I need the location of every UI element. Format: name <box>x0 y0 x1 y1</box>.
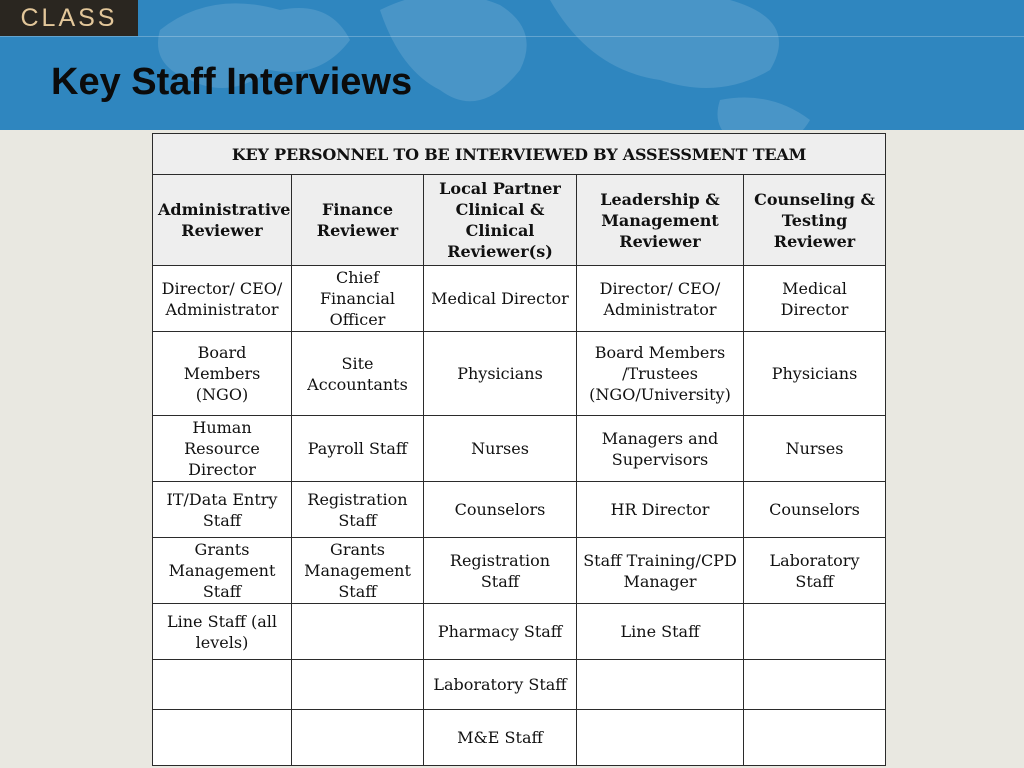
table-cell: Grants Management Staff <box>153 538 292 604</box>
table-row <box>153 482 886 538</box>
table-row <box>153 604 886 660</box>
column-header: Finance Reviewer <box>292 175 424 266</box>
table-row <box>153 332 886 416</box>
slide-title: Key Staff Interviews <box>51 61 413 103</box>
header-rule <box>0 36 1024 37</box>
personnel-table-container <box>152 133 885 766</box>
table-cell: Line Staff (all levels) <box>153 604 292 660</box>
table-cell: Director/ CEO/ Administrator <box>577 266 744 332</box>
table-cell <box>744 710 886 766</box>
column-header-row <box>153 175 886 266</box>
table-cell: Nurses <box>424 416 577 482</box>
table-cell <box>577 660 744 710</box>
table-row <box>153 710 886 766</box>
column-header: Counseling & Testing Reviewer <box>744 175 886 266</box>
table-row <box>153 266 886 332</box>
table-cell <box>744 660 886 710</box>
table-row <box>153 660 886 710</box>
table-cell: Counselors <box>424 482 577 538</box>
column-header: Leadership & Management Reviewer <box>577 175 744 266</box>
table-cell: Staff Training/CPD Manager <box>577 538 744 604</box>
table-cell: Human Resource Director <box>153 416 292 482</box>
table-cell: Chief Financial Officer <box>292 266 424 332</box>
table-cell <box>292 710 424 766</box>
table-cell: Medical Director <box>424 266 577 332</box>
table-cell: Physicians <box>744 332 886 416</box>
personnel-table <box>152 133 886 766</box>
table-cell <box>744 604 886 660</box>
table-cell <box>292 660 424 710</box>
table-cell: Board Members /Trustees (NGO/University) <box>577 332 744 416</box>
table-cell: Site Accountants <box>292 332 424 416</box>
column-header: Local Partner Clinical & Clinical Reviewer(s) <box>424 175 577 266</box>
table-cell: Line Staff <box>577 604 744 660</box>
table-cell <box>577 710 744 766</box>
table-row <box>153 538 886 604</box>
table-cell: Laboratory Staff <box>744 538 886 604</box>
table-cell: Payroll Staff <box>292 416 424 482</box>
table-cell: Registration Staff <box>424 538 577 604</box>
caption-row <box>153 134 886 175</box>
table-row <box>153 416 886 482</box>
table-cell: Director/ CEO/ Administrator <box>153 266 292 332</box>
table-cell: Laboratory Staff <box>424 660 577 710</box>
table-cell: Physicians <box>424 332 577 416</box>
table-cell: IT/Data Entry Staff <box>153 482 292 538</box>
table-cell: Nurses <box>744 416 886 482</box>
class-logo: CLASS <box>0 0 138 36</box>
table-cell: M&E Staff <box>424 710 577 766</box>
table-cell <box>153 710 292 766</box>
table-cell: Board Members (NGO) <box>153 332 292 416</box>
table-cell <box>153 660 292 710</box>
table-cell: Medical Director <box>744 266 886 332</box>
table-cell: Counselors <box>744 482 886 538</box>
column-header: Administrative Reviewer <box>153 175 292 266</box>
table-cell <box>292 604 424 660</box>
table-cell: Registration Staff <box>292 482 424 538</box>
table-cell: Managers and Supervisors <box>577 416 744 482</box>
table-cell: Pharmacy Staff <box>424 604 577 660</box>
table-cell: Grants Management Staff <box>292 538 424 604</box>
table-cell: HR Director <box>577 482 744 538</box>
table-caption: KEY PERSONNEL TO BE INTERVIEWED BY ASSESSMENT TEAM <box>153 134 886 175</box>
